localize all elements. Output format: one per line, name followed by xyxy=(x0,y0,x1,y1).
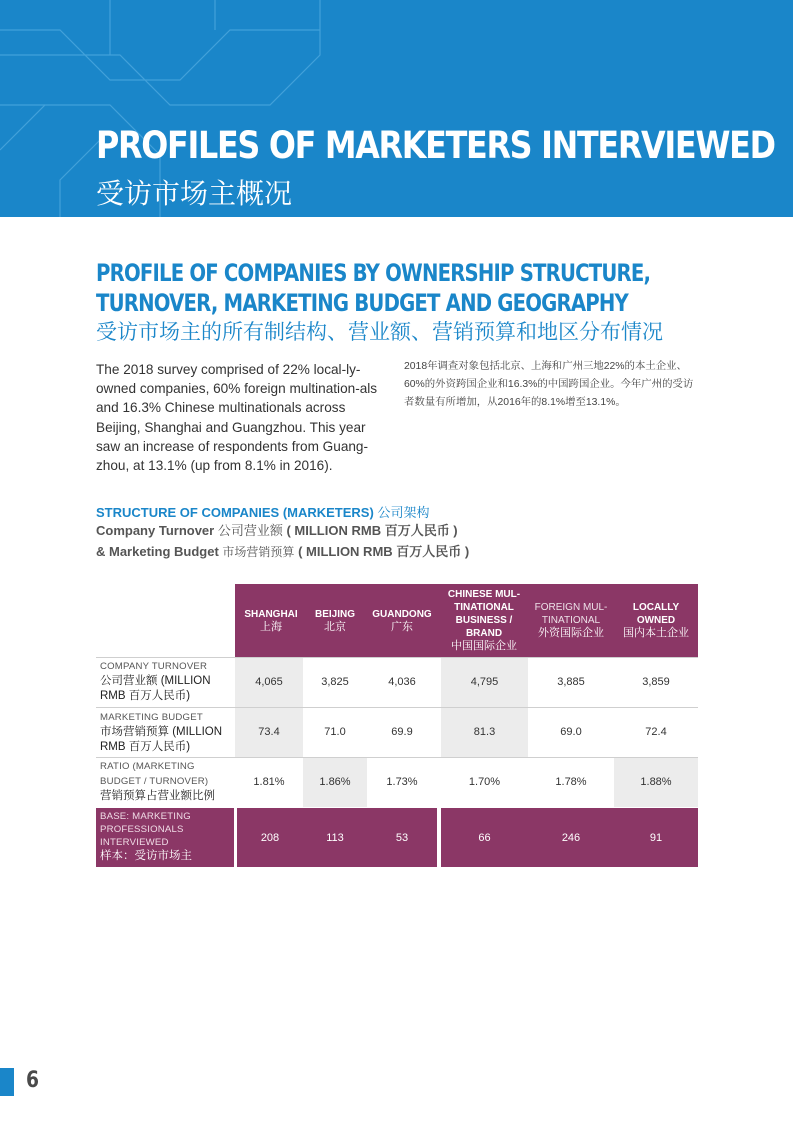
column-header-label: GUANDONG xyxy=(372,608,432,620)
column-header-label: BEIJING xyxy=(314,608,355,620)
column-header-label-zh: 北京 xyxy=(324,620,346,633)
column-header-label-zh: 广东 xyxy=(391,620,413,633)
row-label-zh: 市场营销预算 (MILLION RMB 百万人民币) xyxy=(100,726,223,753)
row-label-ratio xyxy=(96,759,234,804)
table-cell: 4,795 xyxy=(470,676,499,688)
table-cell: 53 xyxy=(395,831,409,844)
column-header-beijing xyxy=(303,584,367,657)
table-cell: 1.73% xyxy=(386,776,418,788)
row-label-en: BASE: MARKETING PROFESSIONALS INTERVIEWED xyxy=(100,811,191,848)
row-label-base xyxy=(96,810,234,864)
table-cell: 1.81% xyxy=(253,776,285,788)
turnover-subheading xyxy=(96,520,458,539)
column-header-label-zh: 国内本土企业 xyxy=(623,627,689,639)
column-header-label: FOREIGN MUL-TINATIONAL xyxy=(534,602,608,626)
table-cell: 69.9 xyxy=(391,726,413,738)
column-header-label: CHINESE MUL-TINATIONAL BUSINESS / BRAND xyxy=(447,589,521,639)
budget-label-en: & Marketing Budget xyxy=(96,544,219,559)
section-title: PROFILE OF COMPANIES BY OWNERSHIP STRUCTURE, TURNOVER, MARKETING BUDGET AND GEOGRAPHY xyxy=(96,259,651,317)
table-cell: 81.3 xyxy=(473,726,496,738)
structure-heading xyxy=(96,502,429,521)
table-cell: 66 xyxy=(478,831,491,844)
table-cell: 91 xyxy=(649,831,663,844)
header-banner xyxy=(0,0,793,217)
turnover-label-en: Company Turnover xyxy=(96,523,215,538)
row-label-en: RATIO (MARKETING BUDGET / TURNOVER) xyxy=(100,761,209,787)
budget-label-zh: 市场营销预算 xyxy=(222,545,295,559)
table-cell: 208 xyxy=(260,831,280,844)
table-cell: 73.4 xyxy=(258,726,280,738)
table-cell: 4,036 xyxy=(388,676,416,688)
row-label-turnover xyxy=(96,659,234,704)
banner-subtitle: 受访市场主概况 xyxy=(96,178,293,209)
table-cell: 69.0 xyxy=(560,726,582,738)
intro-paragraph-en: The 2018 survey comprised of 22% local-ly-owned companies, 60% foreign multination-als and 16.3% Chinese multinationals across Beijing, Shanghai and Guangzhou. This year saw an increase of respondents from Guang-zhou, at 13.1% (up from 8.1% in 2016). xyxy=(96,362,378,474)
budget-unit: ( MILLION RMB 百万人民币 ) xyxy=(298,544,470,559)
companies-table xyxy=(96,584,698,867)
turnover-label-zh: 公司营业额 xyxy=(217,523,283,538)
row-label-zh: 公司营业额 (MILLION RMB 百万人民币) xyxy=(100,675,211,702)
row-label-zh: 样本：受访市场主 xyxy=(100,850,192,862)
intro-paragraph-zh: 2018年调查对象包括北京、上海和广州三地22%的本土企业、60%的外资跨国企业和16.3%的中国跨国企业。今年广州的受访者数量有所增加，从2016年的8.1%增至13.1%。 xyxy=(404,361,694,408)
table-cell: 1.88% xyxy=(640,776,672,788)
table-cell: 4,065 xyxy=(255,676,283,688)
structure-heading-en: STRUCTURE OF COMPANIES (MARKETERS) xyxy=(96,505,374,520)
column-header-shanghai xyxy=(239,584,303,657)
table-cell: 72.4 xyxy=(645,726,667,738)
row-label-en: COMPANY TURNOVER xyxy=(100,661,208,672)
turnover-unit: ( MILLION RMB 百万人民币 ) xyxy=(286,523,458,538)
table-cell: 3,825 xyxy=(321,676,349,688)
column-header-label: LOCALLY OWNED xyxy=(632,602,680,626)
structure-heading-zh: 公司架构 xyxy=(377,505,430,520)
row-label-budget xyxy=(96,710,234,755)
column-header-label-zh: 上海 xyxy=(260,620,282,633)
column-header-foreign-multinational xyxy=(528,584,614,657)
row-label-en: MARKETING BUDGET xyxy=(100,712,203,723)
column-header-label-zh: 中国国际企业 xyxy=(451,640,517,652)
table-cell: 3,885 xyxy=(557,676,585,688)
column-header-label-zh: 外资国际企业 xyxy=(538,627,604,639)
table-cell: 71.0 xyxy=(324,726,346,738)
table-cell: 3,859 xyxy=(642,676,670,688)
page-number: 6 xyxy=(26,1068,40,1093)
column-header-label: SHANGHAI xyxy=(244,608,298,620)
column-header-chinese-multinational xyxy=(442,584,526,657)
table-cell: 113 xyxy=(326,831,344,844)
budget-subheading xyxy=(96,541,469,560)
section-title-zh: 受访市场主的所有制结构、营业额、营销预算和地区分布情况 xyxy=(96,321,663,344)
table-cell: 1.70% xyxy=(468,776,501,788)
table-cell: 1.86% xyxy=(319,776,351,788)
page-marker xyxy=(0,1068,14,1096)
column-header-guandong xyxy=(367,584,437,657)
row-label-zh: 营销预算占营业额比例 xyxy=(100,790,215,802)
table-cell: 246 xyxy=(561,831,581,844)
banner-title: PROFILES OF MARKETERS INTERVIEWED xyxy=(96,124,775,167)
table-cell: 1.78% xyxy=(555,776,587,788)
column-header-locally-owned xyxy=(616,584,696,657)
